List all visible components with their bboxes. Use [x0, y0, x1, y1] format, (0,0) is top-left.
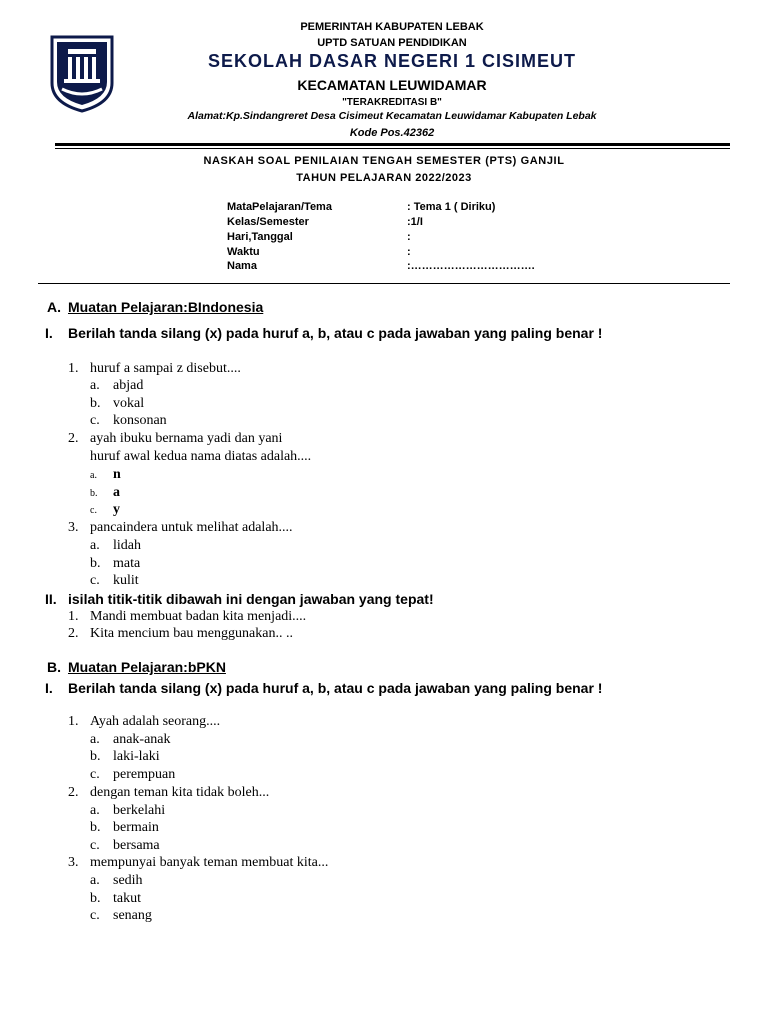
question-text: Mandi membuat badan kita menjadi....: [90, 609, 307, 624]
meta-value: :1/I: [407, 216, 423, 228]
address-line: Alamat:Kp.Sindangreret Desa Cisimeut Kecamatan Leuwidamar Kabupaten Lebak: [187, 110, 597, 122]
question-text: huruf a sampai z disebut....: [90, 361, 241, 376]
option-letter: c.: [90, 908, 100, 923]
part-instruction: Berilah tanda silang (x) pada huruf a, b, atau c pada jawaban yang paling benar !: [68, 325, 603, 341]
option-letter: c.: [90, 573, 100, 588]
district-line: KECAMATAN LEUWIDAMAR: [297, 77, 487, 93]
school-name: SEKOLAH DASAR NEGERI 1 CISIMEUT: [207, 51, 577, 71]
option-text: berkelahi: [113, 803, 166, 818]
part-instruction: isilah titik-titik dibawah ini dengan jawaban yang tepat!: [68, 591, 434, 607]
option-letter: b.: [90, 749, 101, 764]
meta-value: : Tema 1 ( Diriku): [407, 201, 496, 213]
option-text: laki-laki: [113, 749, 160, 764]
meta-label: Waktu: [227, 246, 260, 258]
meta-value: :: [407, 246, 411, 258]
option-letter: b.: [90, 396, 101, 411]
meta-label: Nama: [227, 260, 257, 272]
question-text: Ayah adalah seorang....: [90, 714, 221, 729]
section-title: Muatan Pelajaran:BIndonesia: [68, 299, 264, 315]
accreditation-line: "TERAKREDITASI B": [342, 97, 442, 108]
option-text: konsonan: [113, 413, 167, 428]
option-text: sedih: [113, 873, 143, 888]
question-number: 1.: [68, 361, 79, 376]
question-number: 1.: [68, 609, 79, 624]
option-text: senang: [113, 908, 152, 923]
option-text: vokal: [113, 396, 145, 411]
option-letter: b.: [90, 820, 101, 835]
option-text: abjad: [113, 378, 144, 393]
option-letter: a.: [90, 803, 100, 818]
option-text: anak-anak: [113, 732, 171, 747]
exam-title: NASKAH SOAL PENILAIAN TENGAH SEMESTER (PTS) GANJIL: [203, 155, 565, 167]
option-letter: a.: [90, 732, 100, 747]
option-letter: a.: [90, 470, 97, 481]
option-letter: c.: [90, 413, 100, 428]
option-text: n: [113, 467, 121, 482]
meta-label: MataPelajaran/Tema: [227, 201, 332, 213]
question-number: 2.: [68, 431, 79, 446]
part-number: II.: [45, 591, 57, 607]
question-number: 1.: [68, 714, 79, 729]
option-text: kulit: [113, 573, 139, 588]
question-text: dengan teman kita tidak boleh...: [90, 785, 270, 800]
meta-label: Kelas/Semester: [227, 216, 309, 228]
option-letter: c.: [90, 505, 97, 516]
option-letter: b.: [90, 556, 101, 571]
meta-label: Hari,Tanggal: [227, 231, 293, 243]
section-title: Muatan Pelajaran:bPKN: [68, 659, 226, 675]
question-text-line2: huruf awal kedua nama diatas adalah....: [90, 449, 312, 464]
postal-code-line: Kode Pos.42362: [349, 127, 435, 139]
meta-value: :…………………………….: [407, 260, 535, 272]
option-text: a: [113, 485, 120, 500]
option-text: lidah: [113, 538, 141, 553]
question-number: 3.: [68, 520, 79, 535]
question-text: ayah ibuku bernama yadi dan yani: [90, 431, 283, 446]
option-text: bersama: [113, 838, 160, 853]
part-number: I.: [45, 325, 53, 341]
header-rule-thin: [55, 148, 730, 149]
question-number: 2.: [68, 785, 79, 800]
uptd-line: UPTD SATUAN PENDIDIKAN: [317, 37, 467, 49]
option-letter: a.: [90, 538, 100, 553]
option-letter: b.: [90, 891, 101, 906]
option-text: y: [113, 502, 120, 517]
option-text: takut: [113, 891, 141, 906]
part-instruction: Berilah tanda silang (x) pada huruf a, b, atau c pada jawaban yang paling benar !: [68, 680, 603, 696]
question-number: 3.: [68, 855, 79, 870]
option-letter: c.: [90, 767, 100, 782]
header-rule-thick: [55, 143, 730, 146]
question-text: mempunyai banyak teman membuat kita...: [90, 855, 329, 870]
question-text: pancaindera untuk melihat adalah....: [90, 520, 293, 535]
government-line: PEMERINTAH KABUPATEN LEBAK: [300, 21, 484, 33]
option-text: perempuan: [113, 767, 176, 782]
section-letter: B.: [47, 659, 61, 675]
question-number: 2.: [68, 626, 79, 641]
option-text: mata: [113, 556, 141, 571]
option-letter: a.: [90, 378, 100, 393]
option-letter: b.: [90, 488, 98, 499]
section-letter: A.: [47, 299, 61, 315]
question-text: Kita mencium bau menggunakan.. ..: [90, 626, 293, 641]
option-letter: c.: [90, 838, 100, 853]
meta-value: :: [407, 231, 411, 243]
exam-year: TAHUN PELAJARAN 2022/2023: [296, 172, 472, 184]
option-letter: a.: [90, 873, 100, 888]
meta-divider: [38, 283, 730, 284]
part-number: I.: [45, 680, 53, 696]
option-text: bermain: [113, 820, 159, 835]
